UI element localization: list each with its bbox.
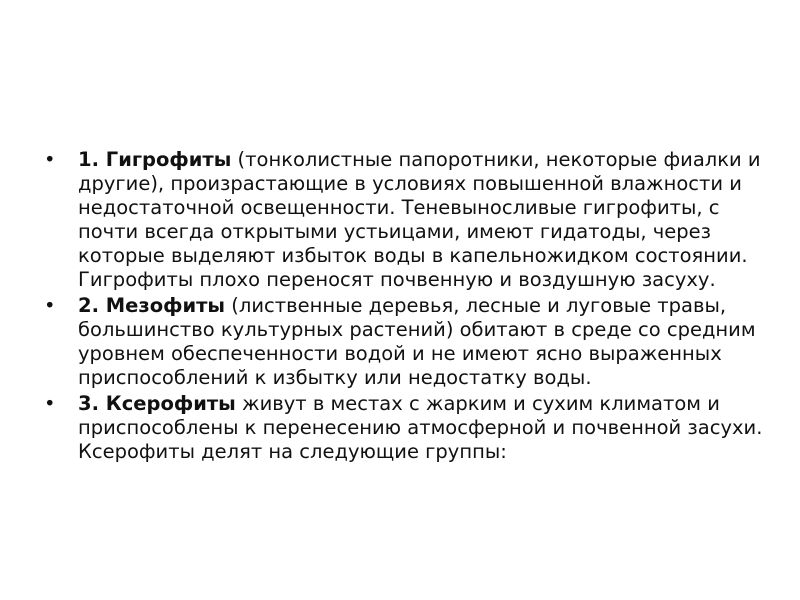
term-xerophytes: 3. Ксерофиты (78, 392, 236, 415)
description-xerophytes: живут в местах с жарким и сухим климатом и приспособлены к перенесению атмосферной и почвенной засухи. Ксерофиты делят на следующие группы: (78, 392, 763, 463)
bullet-icon: • (44, 392, 56, 415)
list-item-xerophytes (44, 392, 768, 464)
description-mesophytes: (лиственные деревья, лесные и луговые травы, большинство культурных растений) обитают в среде со средним уровнем обеспеченности водой и не имеют ясно выраженных приспособлений к избытку или недостатку воды. (78, 294, 756, 389)
description-hygrophytes: (тонколистные папоротники, некоторые фиалки и другие), произрастающие в условиях повышенной влажности и недостаточной освещенности. Теневыносливые гигрофиты, с почти всегда открытыми устьицами, имеют гидатоды, через которые выделяют избыток воды в капельножидком состоянии. Гигрофиты плохо переносят почвенную и воздушную засуху. (78, 148, 761, 291)
bullet-list (44, 148, 763, 464)
list-item-hygrophytes (44, 148, 768, 292)
bullet-icon: • (44, 148, 56, 171)
list-item-mesophytes (44, 294, 768, 390)
bullet-icon: • (44, 294, 56, 317)
term-hygrophytes: 1. Гигрофиты (78, 148, 232, 171)
term-mesophytes: 2. Мезофиты (78, 294, 226, 317)
